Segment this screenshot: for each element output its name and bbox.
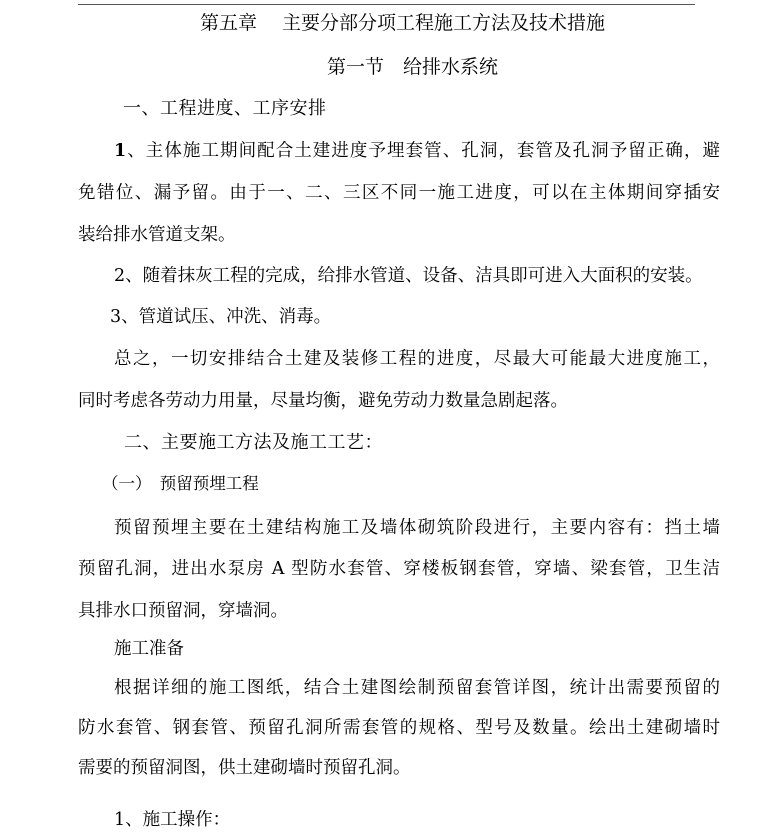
subheading-operation: 1、施工操作：: [114, 810, 231, 830]
para-4-line-1: 总之，一切安排结合土建及装修工程的进度，尽最大可能最大进度施工，: [114, 349, 720, 369]
para-1-number: 1: [114, 141, 127, 161]
chapter-title: 第五章 主要分部分项工程施工方法及技术措施: [200, 12, 606, 34]
para-3: 3、管道试压、冲洗、消毒。: [110, 307, 332, 327]
para-4-line-2: 同时考虑各劳动力用量，尽量均衡，避免劳动力数量急剧起落。: [78, 391, 568, 411]
para-2: 2、随着抹灰工程的完成，给排水管道、设备、洁具即可进入大面积的安装。: [114, 266, 703, 286]
subheading-embedded-works: （一） 预留预埋工程: [102, 474, 259, 493]
para-6-line-3: 需要的预留洞图，供土建砌墙时预留孔洞。: [78, 758, 411, 778]
para-1-line-3: 装给排水管道支架。: [78, 225, 236, 245]
para-6-line-1: 根据详细的施工图纸，结合土建图绘制预留套管详图，统计出需要预留的: [114, 678, 720, 698]
para-5-line-2: 预留孔洞，进出水泵房 A 型防水套管、穿楼板钢套管，穿墙、梁套管，卫生洁: [78, 559, 720, 579]
subheading-preparation: 施工准备: [114, 639, 184, 659]
section-title: 第一节 给排水系统: [327, 56, 499, 78]
para-5-line-3: 具排水口预留洞，穿墙洞。: [78, 601, 288, 621]
page-top-rule: [78, 4, 695, 5]
heading-methods: 二、主要施工方法及施工工艺：: [124, 432, 383, 453]
para-5-line-1: 预留预埋主要在土建结构施工及墙体砌筑阶段进行，主要内容有：挡土墙: [114, 518, 720, 538]
heading-schedule: 一、工程进度、工序安排: [123, 98, 327, 119]
para-6-line-2: 防水套管、钢套管、预留孔洞所需套管的规格、型号及数量。绘出土建砌墙时: [78, 718, 720, 738]
para-1-line-2: 免错位、漏予留。由于一、二、三区不同一施工进度，可以在主体期间穿插安: [78, 183, 720, 203]
para-1-line-1: [114, 140, 720, 162]
para-1-line-1-text: 、主体施工期间配合土建进度予埋套管、孔洞，套管及孔洞予留正确，避: [126, 141, 720, 161]
